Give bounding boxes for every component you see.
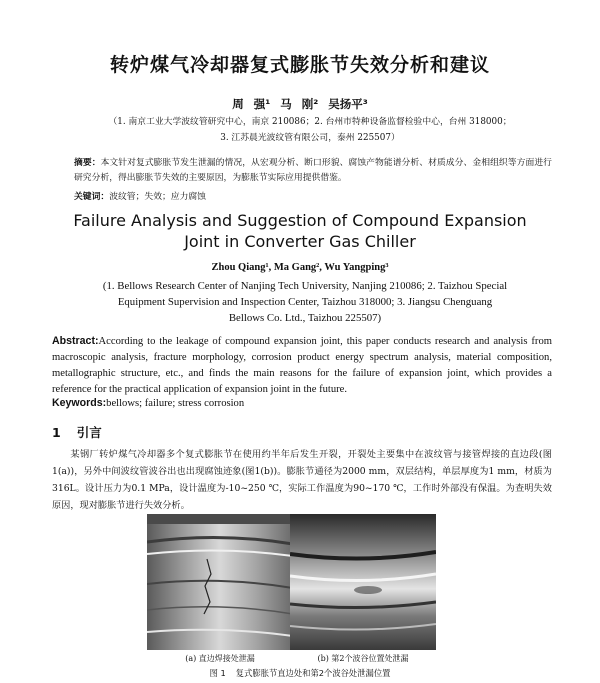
figure-photo-a	[147, 514, 293, 650]
chinese-affiliations	[60, 114, 560, 146]
chinese-abstract-text: 本文针对复式膨胀节发生泄漏的情况，从宏观分析、断口形貌、腐蚀产物能谱分析、材质成分、金相组织等方面进行研究分析，得出膨胀节失效的主要原因，为膨胀节实际应用提供借鉴。	[74, 158, 552, 183]
english-affiliation-line: Bellows Co. Ltd., Taizhou 225507)	[228, 312, 382, 324]
chinese-keywords-label: 关键词：	[74, 192, 110, 202]
section-heading	[52, 423, 102, 441]
english-abstract-text: According to the leakage of compound expansion joint, this paper conducts research and analysis from macroscopic analysis, fracture morphology, corrosion product energy spectrum analysis, material composition, metallographic structure, etc., and finds the main reasons for the failure of expansion joint, which provides a reference for the practical application of expansion joint in the future.	[52, 336, 552, 395]
section-title: 引言	[76, 425, 102, 440]
english-abstract	[52, 333, 552, 398]
chinese-affiliation-line: 3. 江苏晨光波纹管有限公司，泰州 225507）	[220, 133, 400, 143]
figure-subcaption-a: (a) 直边焊接处泄漏	[185, 654, 255, 663]
chinese-authors: 周 强¹ 马 刚² 吴扬平³	[232, 97, 368, 111]
english-affiliations	[70, 278, 540, 326]
english-title-line: Failure Analysis and Suggestion of Compound Expansion	[73, 211, 527, 230]
english-affiliation-line: (1. Bellows Research Center of Nanjing Tech University, Nanjing 210086; 2. Taizhou Special	[102, 280, 508, 292]
english-keywords-label: Keywords:	[52, 397, 107, 409]
intro-paragraph: 某钢厂转炉煤气冷却器多个复式膨胀节在使用约半年后发生开裂，开裂处主要集中在波纹管与接管焊接的直边段(图1(a))，另外中间波纹管波谷出也出现腐蚀迹象(图1(b))。膨胀节通径为2000 mm，双层结构，单层厚度为1 mm，材质为316L。设计压力为0.1 MPa，设计温度为-10~250 ℃，实际工作温度为90~170 ℃，工作时外部没有保温。为查明失效原因，现对膨胀节进行失效分析。	[52, 449, 552, 511]
section-number: 1	[52, 425, 61, 440]
english-keywords-text: bellows; failure; stress corrosion	[106, 398, 245, 409]
chinese-keywords-text: 波纹管；失效；应力腐蚀	[109, 192, 206, 202]
english-title	[0, 210, 600, 252]
english-abstract-label: Abstract:	[52, 335, 99, 347]
figure-caption	[0, 667, 600, 679]
figure-number: 图 1	[209, 668, 226, 678]
figure-photo-b	[290, 514, 436, 650]
english-authors: Zhou Qiang¹, Ma Gang², Wu Yangping³	[211, 262, 389, 273]
figure-subcaption-b: (b) 第2个波谷位置处泄漏	[317, 654, 409, 663]
english-affiliation-line: Equipment Supervision and Inspection Center, Taizhou 318000; 3. Jiangsu Chenguang	[117, 296, 493, 308]
chinese-abstract-label: 摘要：	[74, 158, 101, 168]
chinese-affiliation-line: （1. 南京工业大学波纹管研究中心，南京 210086；2. 台州市特种设备监督检验中心，台州 318000；	[108, 117, 512, 127]
chinese-abstract	[74, 156, 552, 186]
english-keywords	[52, 397, 552, 409]
chinese-keywords	[74, 189, 552, 202]
figure-caption-text: 复式膨胀节直边处和第2个波谷处泄漏位置	[235, 668, 391, 678]
chinese-title: 转炉煤气冷却器复式膨胀节失效分析和建议	[109, 54, 490, 76]
english-title-line: Joint in Converter Gas Chiller	[184, 232, 416, 251]
